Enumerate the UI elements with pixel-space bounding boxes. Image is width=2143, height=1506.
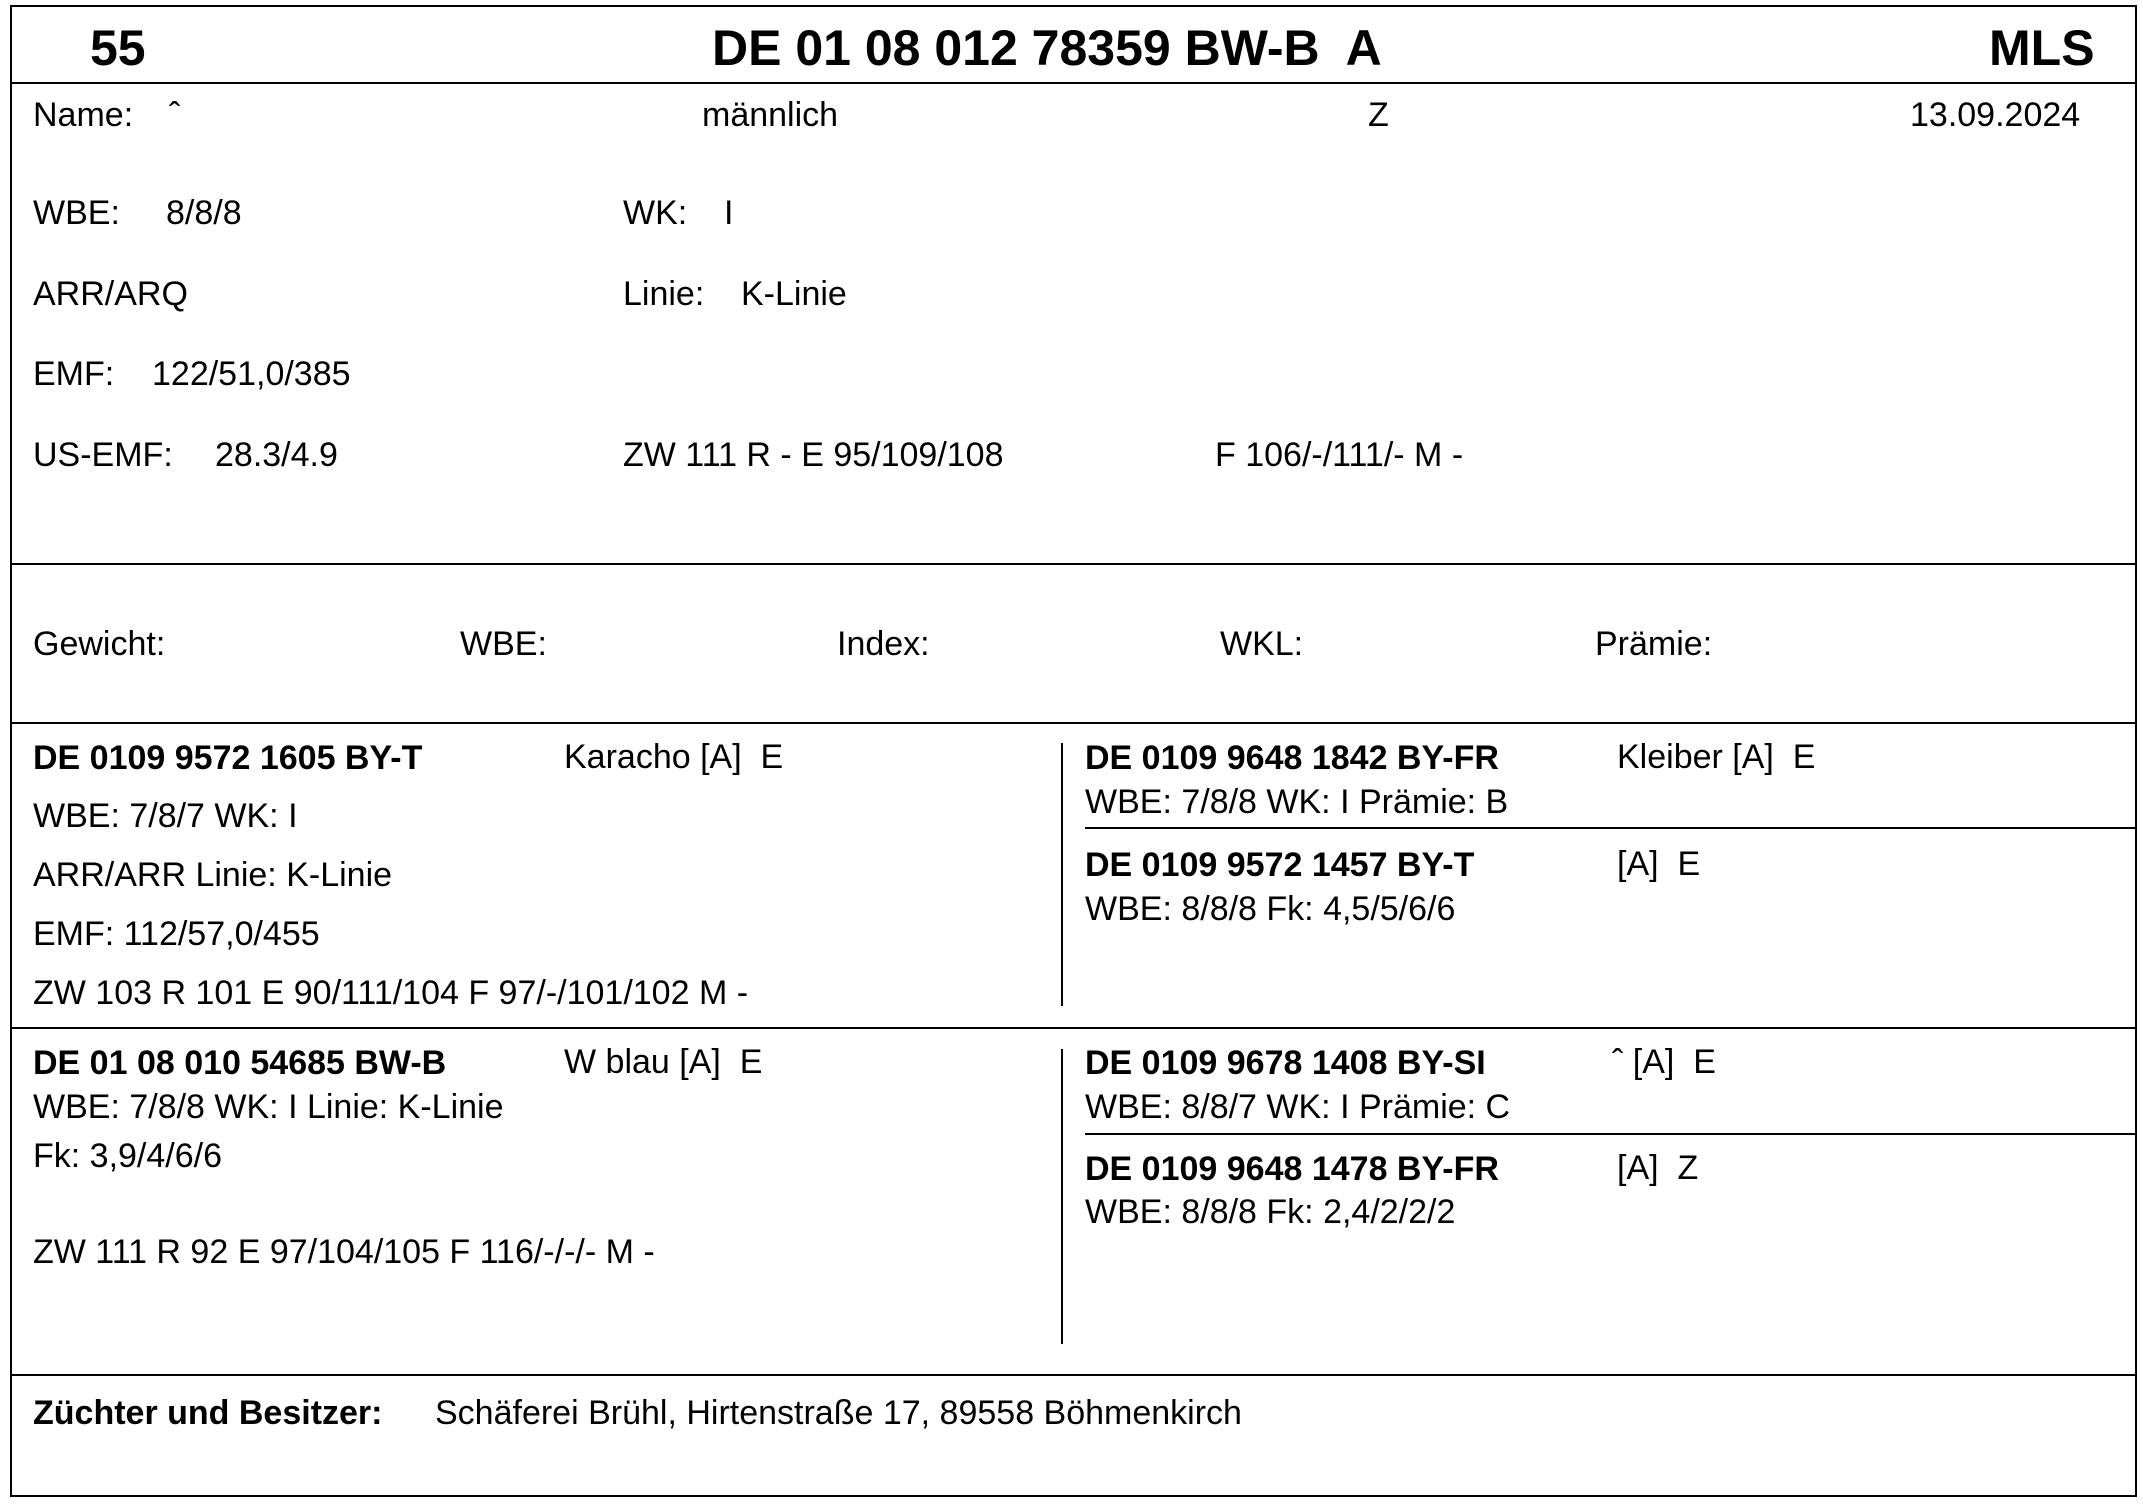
- dam-dam-id: DE 0109 9648 1478 BY-FR: [1085, 1150, 1499, 1188]
- divider: [10, 82, 2137, 84]
- genotype: ARR/ARQ: [33, 275, 188, 313]
- sire-dam-id: DE 0109 9572 1457 BY-T: [1085, 846, 1475, 884]
- sire-name: Karacho [A] E: [564, 738, 784, 776]
- divider: [1061, 743, 1063, 1006]
- index-label: Index:: [837, 625, 930, 663]
- wbe-value: 8/8/8: [166, 194, 242, 232]
- sex: männlich: [702, 96, 839, 134]
- dam-dam-name: [A] Z: [1617, 1149, 1699, 1187]
- dam-sire-name: ˆ [A] E: [1612, 1043, 1716, 1081]
- linie-label: Linie:: [623, 275, 705, 313]
- emf-value: 122/51,0/385: [152, 355, 351, 393]
- breeding-values: ZW 111 R - E 95/109/108: [623, 436, 1004, 474]
- sire-sire-line: WBE: 7/8/8 WK: I Prämie: B: [1085, 783, 1509, 821]
- dam-name: W blau [A] E: [564, 1043, 763, 1081]
- divider: [1085, 1133, 2137, 1135]
- date: 13.09.2024: [1910, 96, 2081, 134]
- breeder-label: Züchter und Besitzer:: [33, 1394, 383, 1432]
- usemf-label: US-EMF:: [33, 436, 173, 474]
- wbe-label: WBE:: [33, 194, 120, 232]
- emf-label: EMF:: [33, 355, 115, 393]
- praemie-label: Prämie:: [1595, 625, 1713, 663]
- dam-id: DE 01 08 010 54685 BW-B: [33, 1044, 447, 1082]
- divider: [10, 1027, 2137, 1029]
- name-value: ˆ: [169, 96, 181, 134]
- linie-value: K-Linie: [741, 275, 847, 313]
- sire-line: EMF: 112/57,0/455: [33, 915, 320, 953]
- f-values: F 106/-/111/- M -: [1215, 436, 1464, 474]
- wk-value: I: [724, 194, 734, 232]
- dam-dam-line: WBE: 8/8/8 Fk: 2,4/2/2/2: [1085, 1193, 1456, 1231]
- sire-dam-line: WBE: 8/8/8 Fk: 4,5/5/6/6: [1085, 890, 1456, 928]
- divider: [10, 1374, 2137, 1376]
- divider: [10, 563, 2137, 565]
- eval-wbe-label: WBE:: [460, 625, 547, 663]
- divider: [1061, 1049, 1063, 1344]
- wkl-label: WKL:: [1220, 625, 1304, 663]
- sire-sire-name: Kleiber [A] E: [1617, 738, 1816, 776]
- divider: [10, 722, 2137, 724]
- animal-id: DE 01 08 012 78359 BW-B A: [712, 20, 1382, 76]
- wk-label: WK:: [623, 194, 688, 232]
- sire-line: ZW 103 R 101 E 90/111/104 F 97/-/101/102 M -: [33, 974, 749, 1012]
- dam-line: Fk: 3,9/4/6/6: [33, 1137, 222, 1175]
- sire-sire-id: DE 0109 9648 1842 BY-FR: [1085, 739, 1499, 777]
- divider: [1085, 827, 2137, 829]
- dam-sire-line: WBE: 8/8/7 WK: I Prämie: C: [1085, 1088, 1511, 1126]
- dam-sire-id: DE 0109 9678 1408 BY-SI: [1085, 1044, 1486, 1082]
- name-label: Name:: [33, 96, 134, 134]
- status-letter: Z: [1368, 96, 1389, 134]
- breeder-value: Schäferei Brühl, Hirtenstraße 17, 89558 Böhmenkirch: [435, 1394, 1242, 1432]
- dam-line: ZW 111 R 92 E 97/104/105 F 116/-/-/- M -: [33, 1233, 655, 1271]
- dam-line: WBE: 7/8/8 WK: I Linie: K-Linie: [33, 1088, 504, 1126]
- sire-dam-name: [A] E: [1617, 845, 1701, 883]
- gewicht-label: Gewicht:: [33, 625, 166, 663]
- usemf-value: 28.3/4.9: [215, 436, 338, 474]
- catalog-number: 55: [90, 20, 146, 76]
- sire-line: WBE: 7/8/7 WK: I: [33, 797, 298, 835]
- sire-line: ARR/ARR Linie: K-Linie: [33, 856, 393, 894]
- breed-code: MLS: [1989, 20, 2095, 76]
- sire-id: DE 0109 9572 1605 BY-T: [33, 739, 423, 777]
